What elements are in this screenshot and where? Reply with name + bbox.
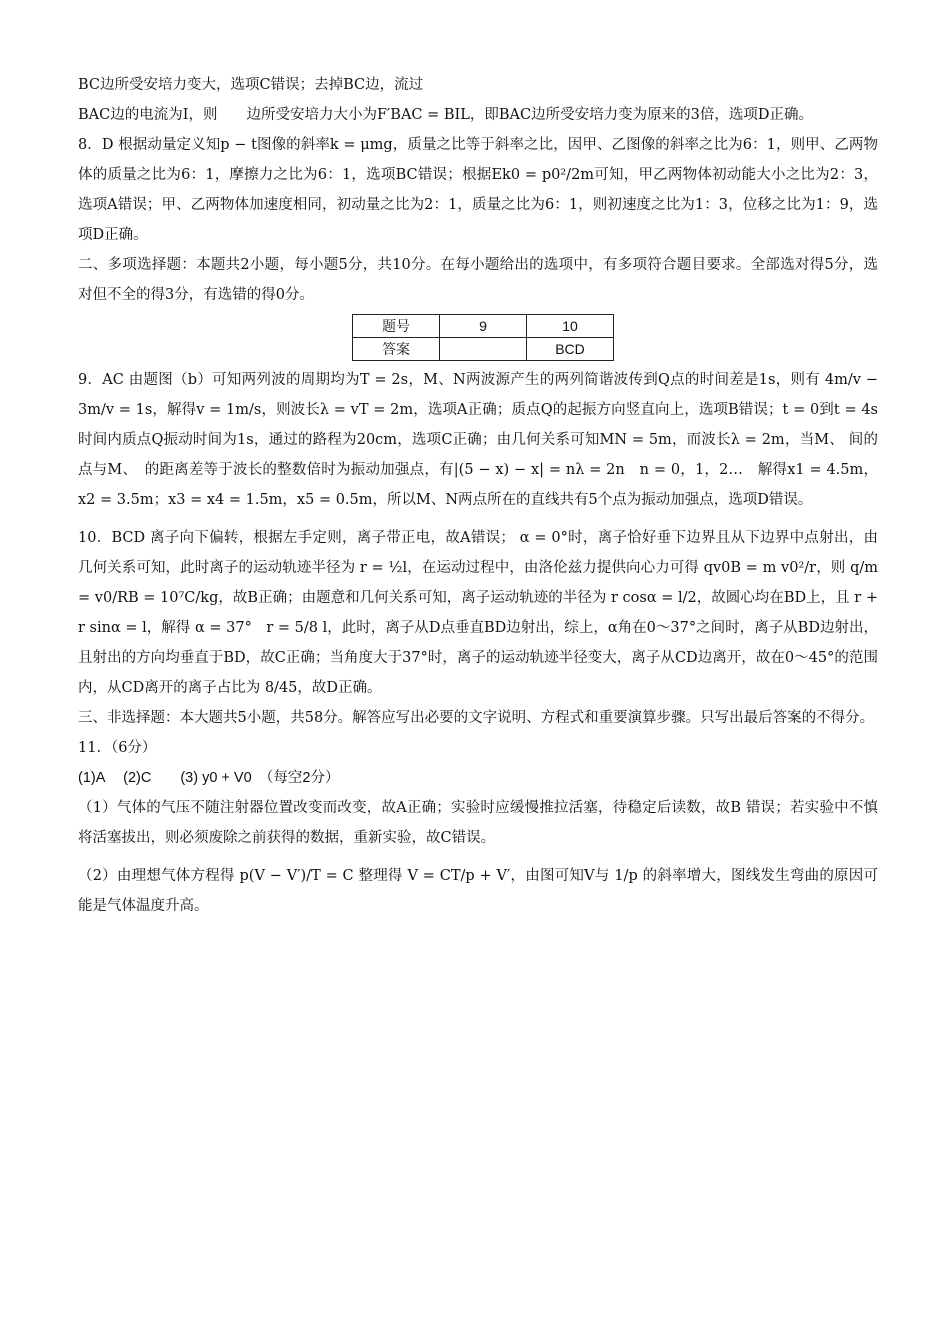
- table-row: [353, 338, 614, 361]
- question-11-part-1: （1）气体的气压不随注射器位置改变而改变，故A正确；实验时应缓慢推拉活塞，待稳定后读数，故B 错误；若实验中不慎将活塞拔出，则必须废除之前获得的数据，重新实验，故C错误。: [78, 800, 878, 846]
- question-11-answers: (1)A (2)C (3) y0 + V0 （每空2分）: [78, 770, 340, 786]
- question-10-explanation: 10．BCD 离子向下偏转，根据左手定则，离子带正电，故A错误； α = 0°时，离子恰好垂下边界且从下边界中点射出，由几何关系可知，此时离子的运动轨迹半径为 r = ½l，在运动过程中，由洛伦兹力提供向心力可得 qv0B = m v0²/r，则 q/m = v0/RB = 10⁷C/kg，故B正确；由题意和几何关系可知，离子运动轨迹的半径为 r cosα = l/2，故圆心均在BD上，且 r + r sinα = l，解得 α = 37° r = 5/8 l，此时，离子从D点垂直BD边射出，综上，α角在0～37°之间时，离子从BD边射出，且射出的方向均垂直于BD，故C正确；当角度大于37°时，离子的运动轨迹半径变大，离子从CD边离开，故在0～45°的范围内，从CD离开的离子占比为 8/45，故D正确。: [78, 530, 878, 696]
- section-3-heading: 三、非选择题：本大题共5小题，共58分。解答应写出必要的文字说明、方程式和重要演算步骤。只写出最后答案的不得分。: [78, 710, 875, 726]
- table-cell: [440, 338, 527, 361]
- table-cell: 答案: [353, 338, 440, 361]
- table-row: [353, 315, 614, 338]
- table-cell: 题号: [353, 315, 440, 338]
- text-line: BAC边的电流为I，则 边所受安培力大小为F′BAC = BIL，即BAC边所受安培力变为原来的3倍，选项D正确。: [78, 107, 813, 123]
- section-2-heading: 二、多项选择题：本题共2小题，每小题5分，共10分。在每小题给出的选项中，有多项符合题目要求。全部选对得5分，选对但不全的得3分，有选错的得0分。: [78, 257, 878, 303]
- table-cell: 10: [527, 315, 614, 338]
- answer-table: [352, 314, 614, 361]
- answer-page: [78, 70, 878, 921]
- question-11-heading: 11．（6分）: [78, 740, 157, 756]
- question-11-part-2: （2）由理想气体方程得 p(V − V′)/T = C 整理得 V = CT/p + V′，由图可知V与 1/p 的斜率增大，图线发生弯曲的原因可能是气体温度升高。: [78, 868, 878, 914]
- table-cell: 9: [440, 315, 527, 338]
- table-cell: BCD: [527, 338, 614, 361]
- question-8-explanation: 8．D 根据动量定义知p − t图像的斜率k = μmg，质量之比等于斜率之比，因甲、乙图像的斜率之比为6：1，则甲、乙两物体的质量之比为6：1，摩擦力之比为6：1，选项BC错误；根据Ek0 = p0²/2m可知，甲乙两物体初动能大小之比为2：3，选项A错误；甲、乙两物体加速度相同，初动量之比为2：1，质量之比为6：1，则初速度之比为1：3，位移之比为1：9，选项D正确。: [78, 137, 878, 243]
- text-line: BC边所受安培力变大，选项C错误；去掉BC边，流过: [78, 77, 424, 93]
- question-9-explanation: 9．AC 由题图（b）可知两列波的周期均为T = 2s，M、N两波源产生的两列简谐波传到Q点的时间差是1s，则有 4m/v − 3m/v = 1s，解得v = 1m/s，则波长λ = vT = 2m，选项A正确；质点Q的起振方向竖直向上，选项B错误；t = 0到t = 4s时间内质点Q振动时间为1s，通过的路程为20cm，选项C正确；由几何关系可知MN = 5m，而波长λ = 2m，当M、 间的点与M、 的距离差等于波长的整数倍时为振动加强点，有|(5 − x) − x| = nλ = 2n n = 0，1，2… 解得x1 = 4.5m，x2 = 3.5m；x3 = x4 = 1.5m，x5 = 0.5m，所以M、N两点所在的直线共有5个点为振动加强点，选项D错误。: [78, 372, 878, 508]
